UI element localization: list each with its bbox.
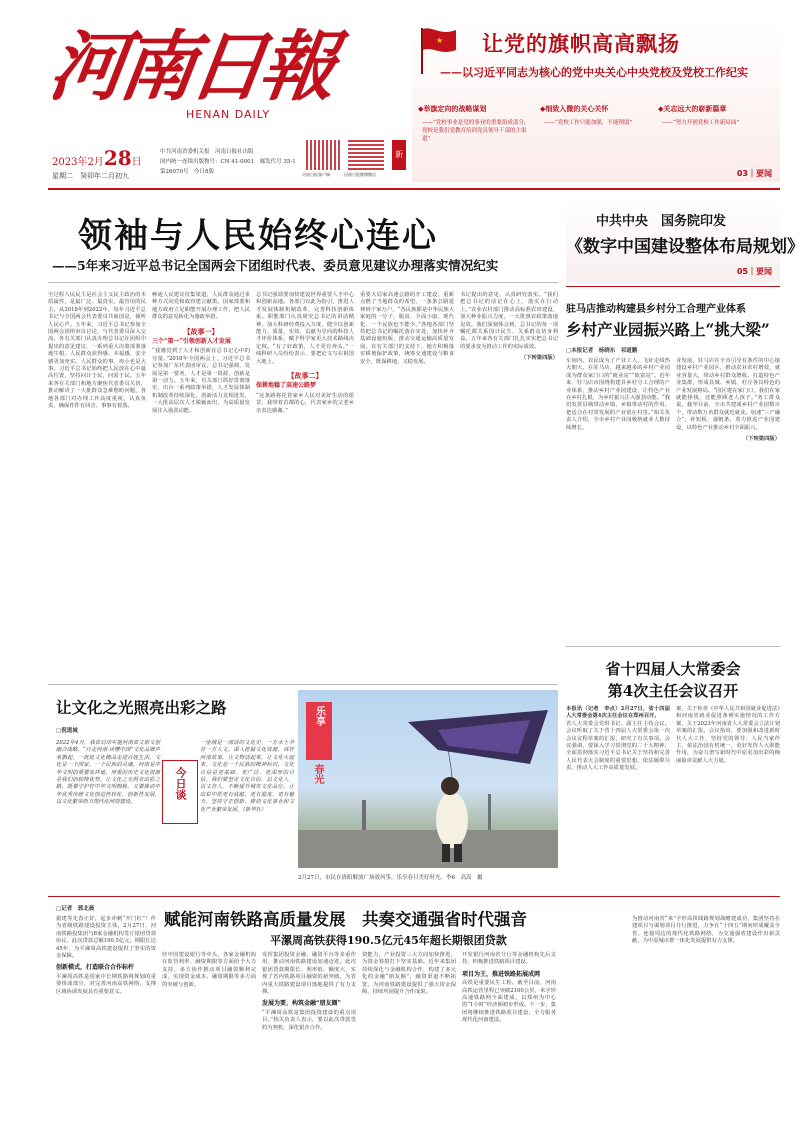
railway-col-6-text: 为推动河南省“米”字形高铁线路规划战略建成功，集团坚持在建项目与谋划项目并行推进，力争在“十四五”期间形成覆盖全省、连接周边的现代化铁路网络，为交通强省建设作出新贡献，为中原城市群一体化发展提供有力支撑。 [632, 916, 780, 945]
banner-item-quote: ——“党校事业是党的事业的重要组成部分，党校是我们党教育培训党员领导干部的主渠道” [422, 120, 530, 142]
qr1-caption: 河南日报客户端 [302, 172, 330, 177]
culture-title: 让文化之光照亮出彩之路 [56, 698, 227, 717]
railway-col-2-text: 经中国建设银行等牵头，各家金融机构在监管利率、融资期限等方面给予大力支持，多方协作推动项目融资顺利完成，实现资金成本、融资期限等多方面的突破与创新。 [162, 952, 256, 988]
railway-col-5 [462, 952, 556, 1132]
zmd-kicker: 驻马店推动构建县乡村分工合理产业体系 [566, 304, 746, 315]
lead-col-3-text: 总书记强调要加快建设世界重要人才中心和创新高地。各部门以此为指引，推进人才发展体制机制改革，完善科技创新体系。职能部门认真研究总书记的讲话精神，加大科研经费投入力度，健全以创新能力、质量、实效、贡献为导向的科技人才评价体系，赋予科学家更大技术路线决定权。“有了好政策，人才更有奔头。”一线科研人员纷纷表示，要把论文写在祖国大地上。 [256, 292, 354, 365]
kite-photo-graphic [298, 690, 558, 868]
weekday-lunar: 星期二 癸卯年二月初九 [52, 172, 129, 180]
lead-col-4 [360, 292, 454, 680]
culture-col-1-text: 2022年4月，我省启动实施河南省文旅文创融合战略，“行走河南·读懂中国”文化品牌声名鹊起，一批批文化精品走进百姓生活。文化是一个国家、一个民族的灵魂。河南是中华文明的重要发祥地，厚重的历史文化资源是我们的独特优势。让文化之光照亮出彩之路，既要守护好中华文明根脉，又要推动中华优秀传统文化创造性转化、创新性发展，以文化繁荣助力现代化河南建设。 [56, 740, 160, 806]
railway-subtitle: 平漯周高铁获得190.5亿元45年超长期银团贷款 [270, 934, 507, 947]
railway-rule [48, 896, 780, 897]
lead-continued[interactable]: （下转第四版） [520, 355, 558, 362]
qr-code-1 [306, 140, 342, 170]
banner-items [418, 104, 774, 164]
cn-number: 国内统一连续出版物号：CN 41-0001 邮发代号 35-1 [160, 159, 296, 165]
masthead-date [52, 146, 142, 170]
svg-text:★: ★ [436, 36, 444, 45]
masthead-title: 河南日報 [43, 22, 337, 111]
lead-col-2 [152, 292, 250, 680]
culture-col-2-text: 一座城是一部活的文化史，一方水土孕育一方人文。深入挖掘文化资源，讲好河南故事，让文物活起来，让文化火起来。文化是一个民族的精神标识，文化自信是更基础、更广泛、更深厚的自信。我们要坚定文化自信，以文化人、以文育人，不断提升城市文化品位，让出彩中原更有底蕴、更有温度、更有魅力。坚持守正创新，推动文化事业和文化产业繁荣发展。（新华社） [200, 740, 294, 813]
banner-subtitle: ——以习近平同志为核心的党中央关心中央党校及党校工作纪实 [440, 66, 748, 79]
today-talk-text: 今日谈 [174, 767, 187, 800]
digital-china-title: 《数字中国建设整体布局规划》 [566, 237, 804, 257]
zmd-col-1 [566, 358, 670, 640]
lead-col-3b-text: “这条路将托着家乡人民对美好生活的愿景，我带着首都的心，代表家乡的父老乡亲表达感谢。” [256, 392, 354, 414]
zmd-byline: □本报记者 杨晓东 祁道鹏 [566, 348, 638, 354]
zmd-col-2-text: 业发展，驻马店在全市引导有条件的中心镇建设乡村产业园区，推动农业农村增效，就业容量大，带动乡村群众增收。打造特色产业集群，形成县城、乡镇、村庄各具特色的产业发展格局。“园区建在家门口，我们在家就能挣钱，还能照顾老人孩子。”务工群众说。截至目前，全市共建成乡村产业园数百个，带动数万名群众就近就业。加速“三产融合”，补短板、强链条，着力推进产业园建设，以特色产业推动乡村全面振兴。 [676, 358, 780, 431]
lead-col-4-text: 重要大局家高速公路的开工建设，重新点燃了当地群众的希望。一条条公路延伸到千家万户，“各民族都是中华民族大家庭的一分子，脱贫、全面小康、现代化，一个民族也不能少。”各地各部门坚持把总书记的嘱托落在实处，加快补齐基础设施短板，推动交通运输高质量发展。在有关部门的支持下，地方积极落实耕地保护政策，统筹交通建设与粮食安全，既保耕地，又稳发展。 [360, 292, 454, 365]
railway-section-2: 发展为要，构筑金融“朋友圈” [262, 1000, 341, 1008]
railway-col-5-text: 开发银行河南省分行等金融机构先后支持，积极推进铁路项目建设。 [462, 952, 556, 966]
bullet-icon: ◆ [418, 104, 424, 113]
zmd-continued[interactable]: （下转第四版） [742, 436, 780, 443]
railway-col-1-text: 据建等先春正好，起步冲刺“开门红”！作为省级铁路建设投资主体，2月27日，河南铁路投集团与8家金融机构签订银团贷款协议。此次贷款总额190.5亿元，期限长达45年，为平漯周高铁建设提供了坚实的资金保障。 [56, 916, 156, 960]
railway-section-1: 创新模式，打造联合合作标杆 [56, 964, 135, 972]
banner-item-heading: ◆举旗定向的战略谋划 [418, 104, 487, 113]
right-top-rule [566, 286, 780, 287]
banner-title: 让党的旗帜高高飘扬 [482, 31, 680, 56]
railway-col-2 [162, 952, 256, 1132]
npc-byline: 本报讯（记者 李点）2月27日，省十四届人大常委会第4次主任会议在郑州召开。 [566, 706, 670, 720]
culture-col-2 [200, 740, 294, 872]
date-day: 28 [103, 146, 132, 170]
npc-col-1 [566, 706, 670, 894]
zmd-title: 乡村产业园振兴路上“挑大梁” [566, 320, 770, 339]
railway-title: 赋能河南铁路高质量发展 共奏交通强省时代强音 [164, 910, 527, 929]
date-prefix: 2023年2月 [52, 157, 104, 168]
culture-byline: □倪道城 [56, 728, 78, 734]
zmd-col-2 [676, 358, 780, 640]
railway-col-1 [56, 916, 156, 1132]
railway-col-3b-text: “平漯周高铁是集团投资建设的重点项目。”相关负责人表示，要以此次贷款签约为契机，深化银企合作。 [262, 1009, 356, 1031]
npc-title-1: 省十四届人大常委会 [605, 660, 741, 678]
digital-china-page-ref[interactable]: 05｜要闻 [736, 267, 772, 276]
railway-section-3: 项目为王，推进铁路拓展成网 [462, 970, 541, 978]
digital-china-kicker: 中共中央 国务院印发 [596, 214, 727, 229]
banner-item-3[interactable] [658, 104, 770, 127]
photo-title-badge [306, 702, 332, 760]
banner-item-quote: ——“党校工作只能加强，不能削弱” [544, 120, 633, 126]
date-suffix: 日 [131, 157, 142, 168]
photo-caption: 2月27日，市民在洛阳解放广场放风筝，乐享春日美好时光。李6 高嵩 摄 [298, 875, 483, 881]
zmd-rule [566, 646, 780, 647]
lead-col-1-text: 全过程人民民主是社会主义民主政治的本质属性，是最广泛、最真实、最管用的民主。从2018年到2022年，每年习近平总书记与全国两会代表委员共商国是，倾听人民心声。五年来，习近平总书记参加全国两会团组审议讨论，与代表委员深入交流。各有关部门认真办理总书记在团组中提出的意见建议，一系列重大决策部署落地生根，人民群众获得感、幸福感、安全感更加充实。人民群众的事，再小也是大事。习近平总书记始终把人民放在心中最高位置，坚持问计于民，问需于民。五年来各有关部门和地方聚焦代表委员关切，推动解决了一大批群众急难愁盼问题，各地各部门对办理工作高度重视，认真负责，确保件件有回音、事事有着落。 [48, 292, 146, 410]
railway-col-3-text: 发挥集团投资金融、融资平台等多重作用，推动河南铁路建设加速迈进。此次银团贷款期限长、利率低、额度大，实现了省内铁路项目融资的新突破，为省内重大铁路建设项目落地提供了有力支撑。 [262, 952, 356, 996]
railway-col-3 [262, 952, 356, 1132]
railway-col-1b-text: 平漯周高铁是国家中长期铁路网规划的重要组成部分，对完善河南高铁网络、支撑区域协调发展具有重要意义。 [56, 973, 156, 995]
lead-rule [48, 282, 558, 283]
lead-col-5 [460, 292, 558, 680]
bullet-icon: ◆ [658, 104, 664, 113]
publisher: 中共河南省委机关报 河南日报社出版 [160, 149, 254, 155]
culture-rule [48, 684, 558, 685]
bullet-icon: ◆ [540, 104, 546, 113]
photo-title-1: 乐享 [313, 706, 325, 726]
qr-code-2 [348, 140, 384, 170]
zmd-col-1-text: 车间内，农民成为了产业工人，飞针走线热火朝天。在驻马店，越来越多的乡村产业园成为群众家门口的“就业站”“致富站”。近年来，驻马店市围绕构建县乡村分工合理的产业体系，推动乡村产业园建设，让特色产业在乡村扎根，为乡村振兴注入强劲动能。“我们发挥县城带动乡镇、乡镇带动村的作用，把适合在村里发展的产业留在村里。”相关负责人介绍，全市乡村产业园吸纳就业人数持续增长。 [566, 358, 670, 431]
qr2-caption: 河南日报微博微信 [344, 172, 376, 177]
railway-col-5b-text: 高铁是重要民生工程。截至目前，河南高铁运营里程已突破2100公里，米字形高速铁路网全面建成，以郑州为中心的“1小时”经济圈初步形成。下一步，集团将继续推进铁路项目建设，全力服务现代化河南建设。 [462, 980, 556, 1024]
lead-col-3 [256, 292, 354, 680]
top-banner [412, 22, 780, 182]
railway-col-4-text: 资能力，产业投资三大方向加快推进，为资金筹措打下坚实基础。近年来集团持续深化与金融机构合作，构建了多元化的金融“朋友圈”，融资渠道不断拓宽，为河南铁路建设提供了强大资金保障，持续巩固提升合作成果。 [362, 952, 456, 996]
issue-number: 第26070号 今日8版 [160, 169, 214, 175]
npc-col-2 [676, 706, 780, 894]
banner-page-ref[interactable]: 03｜要闻 [736, 169, 772, 178]
lead-subtitle: ——5年来习近平总书记全国两会下团组时代表、委员意见建议办理落实情况纪实 [52, 258, 499, 273]
today-talk-seal [162, 760, 198, 824]
seal-stamp: 新 [392, 140, 406, 170]
npc-col-1-text: 省人大常委会党组书记、副主任主持会议。会议听取了关于省十四届人大常委会第一次会议议程草案的汇报，研究了有关事项。会议强调，要深入学习贯彻党的二十大精神，全面贯彻落实习近平总书记关于坚持和完善人民代表大会制度的重要思想，依法履职尽责，推动人大工作高质量发展。 [566, 720, 670, 772]
masthead [0, 0, 410, 186]
banner-item-2[interactable] [540, 104, 648, 127]
banner-item-quote: ——“努力开创党校工作新局面” [662, 120, 740, 126]
story1-subtitle: 三个“第一”引领创新人才发展 [152, 338, 231, 346]
digital-china-box [566, 198, 804, 282]
banner-item-1[interactable] [418, 104, 530, 143]
lead-col-1 [48, 292, 146, 680]
lead-title: 领袖与人民始终心连心 [78, 216, 438, 256]
story2-subtitle: 保耕地稳了高速公路梦 [256, 382, 317, 390]
npc-col-2-text: 案，关于检查《中华人民共和国就业促进法》和河南省就业促进条例实施情况的工作方案，关于2023年河南省人大常委会立法计划草案的汇报。会议指出，要加强和改进新时代人大工作，坚持党的领导、人民当家作主、依法治国有机统一，更好发挥人大职能作用，为奋力谱写新时代中原更加出彩的绚丽篇章贡献人大力量。 [676, 706, 780, 764]
lead-col-2b-text: “我感觉到了人才和创新在总书记心中的分量。”2018年全国两会上，习近平总书记参加广东代表团审议。总书记强调，发展是第一要务，人才是第一资源，创新是第一动力。五年来，有关部门抓好贯彻落实，出台一系列政策举措，人才发展体制机制改革持续深化，创新活力竞相迸发，一大批高层次人才脱颖而出，为高质量发展注入强劲动能。 [152, 348, 250, 414]
railway-col-6 [632, 916, 780, 1132]
masthead-rule [48, 188, 780, 190]
spring-photo [298, 690, 558, 868]
banner-item-heading: ◆细致入微的关心关怀 [540, 104, 609, 113]
npc-title-2: 第4次主任会议召开 [607, 682, 739, 700]
story2-title: 【故事二】 [287, 371, 323, 381]
banner-item-heading: ◆关志远大的崭新篇章 [658, 104, 727, 113]
railway-byline: □记者 郭北晨 [56, 906, 95, 912]
lead-col-2-text: 畅通人民建议征集渠道，人民群众通过多种方式向党和政府建言献策。国家部委和地方政府立足职能开展办理工作，把人民群众的意见转化为施政举措。 [152, 292, 250, 321]
story1-title: 【故事一】 [183, 326, 219, 336]
photo-title-2: 春光 [312, 764, 323, 784]
masthead-pinyin: HENAN DAILY [186, 108, 271, 121]
lead-col-5-text: 书记提出的意见，认真研究落实。“我们把总书记的话记在心上，落实在行动上。”农业农村部门推动高标准农田建设，加大种业振兴力度，一大批惠农政策落地见效。我们深刻体会到，总书记的每一项嘱托都关系国计民生，关系群众切身利益。五年来各有关部门扎扎实实把总书记的要求变为推动工作的实际成效。 [460, 292, 558, 350]
railway-col-4 [362, 952, 456, 1132]
culture-col-1 [56, 740, 160, 872]
